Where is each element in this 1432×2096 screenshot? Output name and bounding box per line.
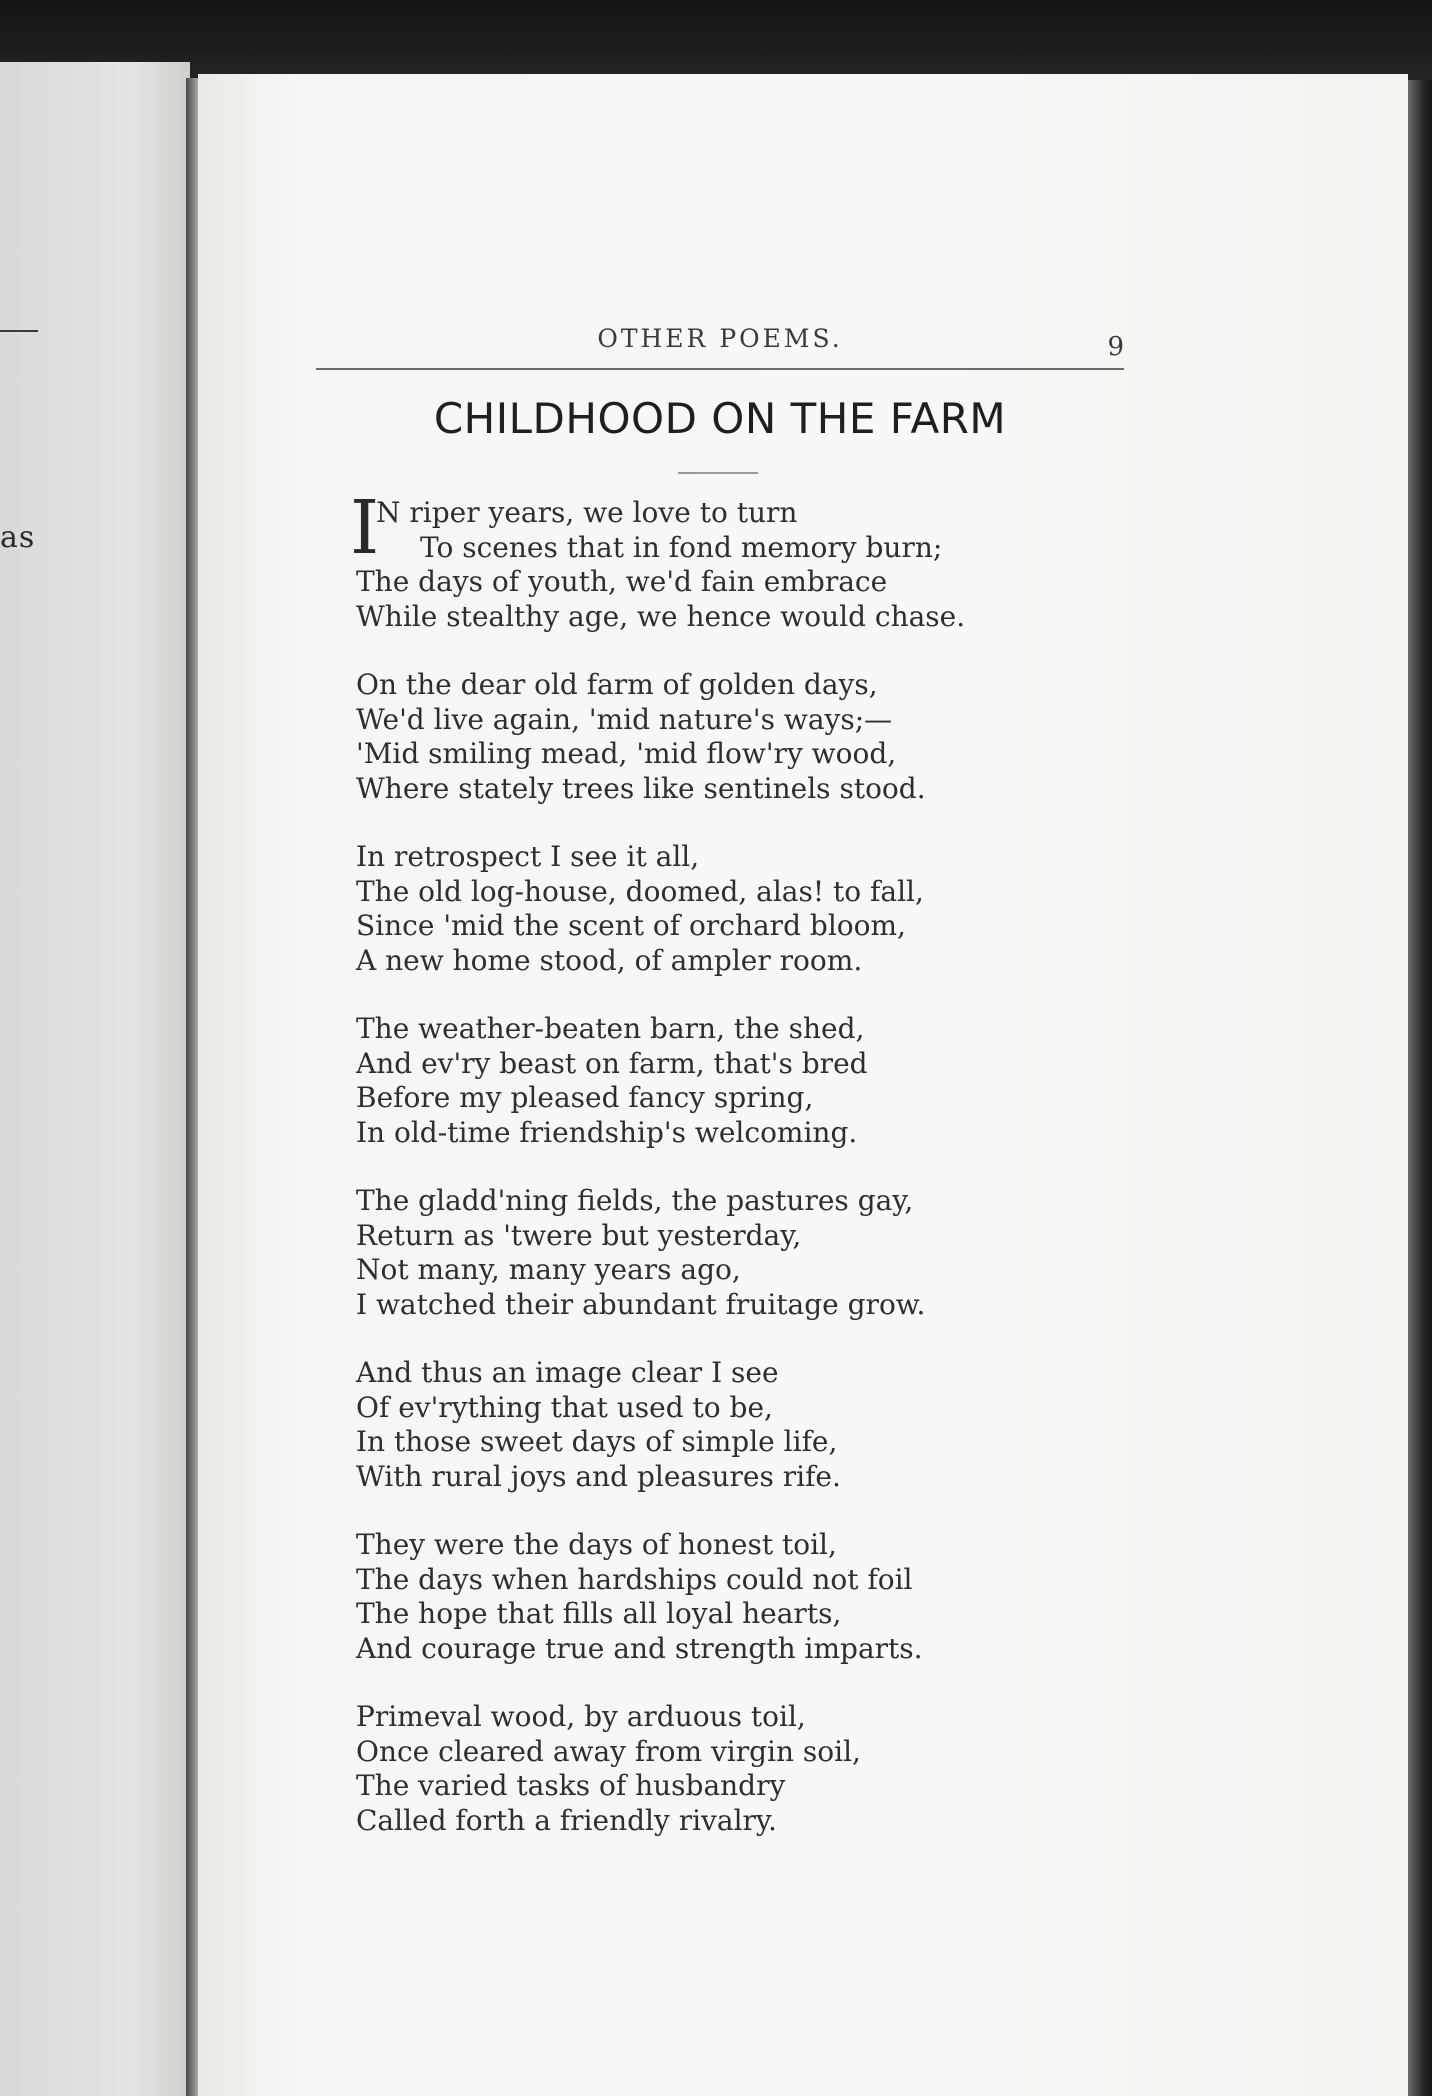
poem-line: They were the days of honest toil, <box>356 1528 837 1561</box>
poem-line: I watched their abundant fruitage grow. <box>356 1287 926 1321</box>
stanza <box>350 485 1076 634</box>
page-edge-shadow <box>1408 80 1432 2096</box>
stanza <box>356 1700 1076 1838</box>
poem-line: In those sweet days of simple life, <box>356 1425 838 1458</box>
poem-title: CHILDHOOD ON THE FARM <box>433 394 1007 443</box>
poem-line: Of ev'rything that used to be, <box>356 1390 773 1424</box>
stanza <box>356 668 1076 806</box>
left-page-rule <box>0 330 38 332</box>
poem-line: In old-time friendship's welcoming. <box>356 1115 858 1149</box>
poem-line: Return as 'twere but yesterday, <box>356 1218 802 1252</box>
poem-line: The gladd'ning fields, the pastures gay, <box>356 1184 914 1217</box>
poem-line: The days of youth, we'd fain embrace <box>356 565 888 598</box>
poem-line: The days when hardships could not foil <box>356 1562 913 1596</box>
stanza <box>356 840 1076 978</box>
poem-line: With rural joys and pleasures rife. <box>356 1459 841 1493</box>
stanza <box>356 1528 1076 1666</box>
poem-line: Primeval wood, by arduous toil, <box>356 1700 806 1733</box>
poem-body <box>350 485 1076 1872</box>
page-header <box>316 318 1124 368</box>
title-rule <box>678 472 758 474</box>
poem-line: And thus an image clear I see <box>356 1356 779 1389</box>
poem-line: While stealthy age, we hence would chase. <box>356 599 966 633</box>
stanza <box>356 1356 1076 1494</box>
left-page <box>0 62 190 2096</box>
poem-line: 'Mid smiling mead, 'mid flow'ry wood, <box>356 737 897 770</box>
poem-line: And ev'ry beast on farm, that's bred <box>356 1046 868 1080</box>
poem-line: Before my pleased fancy spring, <box>356 1081 814 1114</box>
stanza <box>356 1184 1076 1322</box>
stanza <box>356 1012 1076 1150</box>
poem-line: Not many, many years ago, <box>356 1253 741 1286</box>
poem-line: The hope that fills all loyal hearts, <box>356 1597 842 1630</box>
drop-cap: I <box>350 485 380 571</box>
poem-line: We'd live again, 'mid nature's ways;— <box>356 702 893 736</box>
poem-line: Where stately trees like sentinels stood. <box>356 771 926 805</box>
poem-line: Since 'mid the scent of orchard bloom, <box>356 909 906 942</box>
poem-line: A new home stood, of ampler room. <box>356 943 863 977</box>
poem-line: The old log-house, doomed, alas! to fall, <box>356 874 924 908</box>
page-number: 9 <box>1107 332 1124 362</box>
left-page-text-fragment: as <box>0 520 36 555</box>
poem-line: To scenes that in fond memory burn; <box>420 530 943 564</box>
poem-line: The weather-beaten barn, the shed, <box>356 1012 865 1045</box>
poem-line: Called forth a friendly rivalry. <box>356 1803 777 1837</box>
poem-line: The varied tasks of husbandry <box>356 1769 786 1802</box>
first-line-text: N riper years, we love to turn <box>376 496 798 529</box>
header-rule <box>316 368 1124 370</box>
poem-line: In retrospect I see it all, <box>356 840 700 873</box>
poem-line: Once cleared away from virgin soil, <box>356 1734 861 1768</box>
running-head: OTHER POEMS. <box>597 324 843 353</box>
poem-line: On the dear old farm of golden days, <box>356 668 878 701</box>
poem-line: And courage true and strength imparts. <box>356 1631 923 1665</box>
